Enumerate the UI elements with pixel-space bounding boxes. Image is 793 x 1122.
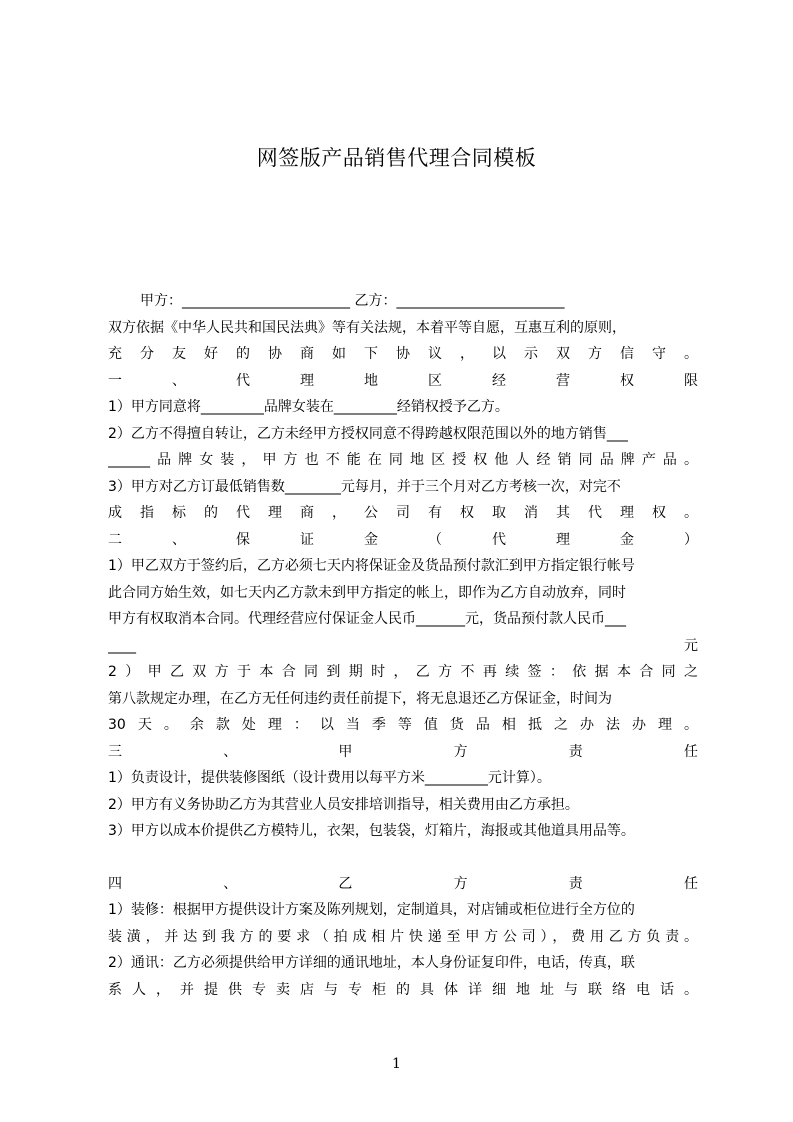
body-line: 2）甲方有义务协助乙方为其营业人员安排培训指导，相关费用由乙方承担。 (108, 796, 579, 813)
body-line: 1）甲乙双方于签约后，乙方必须七天内将保证金及货品预付款汇到甲方指定银行帐号 (108, 558, 635, 574)
body-line: 成指标的代理商，公司有权取消其代理权。 (108, 505, 698, 521)
body-line: 系人，并提供专卖店与专柜的具体详细地址与联络电话。 (108, 981, 698, 998)
page-number: 1 (392, 1056, 401, 1072)
body-line: 甲方有权取消本合同。代理经营应付保证金人民币_______元，货品预付款人民币___ (108, 611, 626, 627)
section-heading-1: 一、代理地区经营权限 (108, 372, 698, 389)
body-line: ____元 (108, 637, 698, 654)
blank-line (108, 845, 698, 871)
body-line: 双方依据《中华人民共和国民法典》等有关法规，本着平等自愿，互惠互利的原则， (108, 319, 626, 336)
body-line: ______品牌女装，甲方也不能在同地区授权他人经销同品牌产品。 (108, 452, 698, 468)
body-line: 2）甲乙双方于本合同到期时，乙方不再续签：依据本合同之 (108, 664, 698, 680)
section-heading-4: 四、乙方责任 (108, 875, 698, 892)
section-heading-2: 二、保证金（代理金） (108, 531, 698, 548)
section-heading-3: 三、甲方责任 (108, 743, 698, 760)
body-line: 1）负责设计，提供装修图纸（设计费用以每平方米_________元计算）。 (108, 770, 551, 786)
body-line: 此合同方始生效，如七天内乙方款未到甲方指定的帐上，即作为乙方自动放弃，同时 (108, 584, 626, 601)
body-line: 2）通讯：乙方必须提供给甲方详细的通讯地址，本人身份证复印件，电话，传真，联 (108, 955, 635, 971)
body-line: 1）甲方同意将_________品牌女装在_________经销权授予乙方。 (108, 399, 509, 415)
contract-body (108, 288, 698, 1003)
document-title: 网签版产品销售代理合同模板 (256, 146, 537, 170)
body-line: 充分友好的协商如下协议，以示双方信守。 (108, 346, 698, 362)
body-line: 1）装修：根据甲方提供设计方案及陈列规划，定制道具，对店铺或柜位进行全方位的 (108, 902, 635, 918)
body-line: 3）甲方对乙方订最低销售数________元每月，并于三个月对乙方考核一次，对完不 (108, 478, 621, 495)
body-line: 装潢，并达到我方的要求（拍成相片快递至甲方公司），费用乙方负责。 (108, 928, 698, 945)
body-line: 3）甲方以成本价提供乙方模特儿，衣架，包装袋，灯箱片，海报或其他道具用品等。 (108, 823, 635, 839)
party-line: 甲方：________________________ 乙方：________________________ (140, 293, 565, 309)
body-line: 第八款规定办理，在乙方无任何违约责任前提下，将无息退还乙方保证金，时间为 (108, 690, 612, 707)
body-line: 30天。余款处理：以当季等值货品相抵之办法办理。 (108, 717, 698, 733)
body-line: 2）乙方不得擅自转让，乙方未经甲方授权同意不得跨越权限范围以外的地方销售___ (108, 425, 628, 442)
